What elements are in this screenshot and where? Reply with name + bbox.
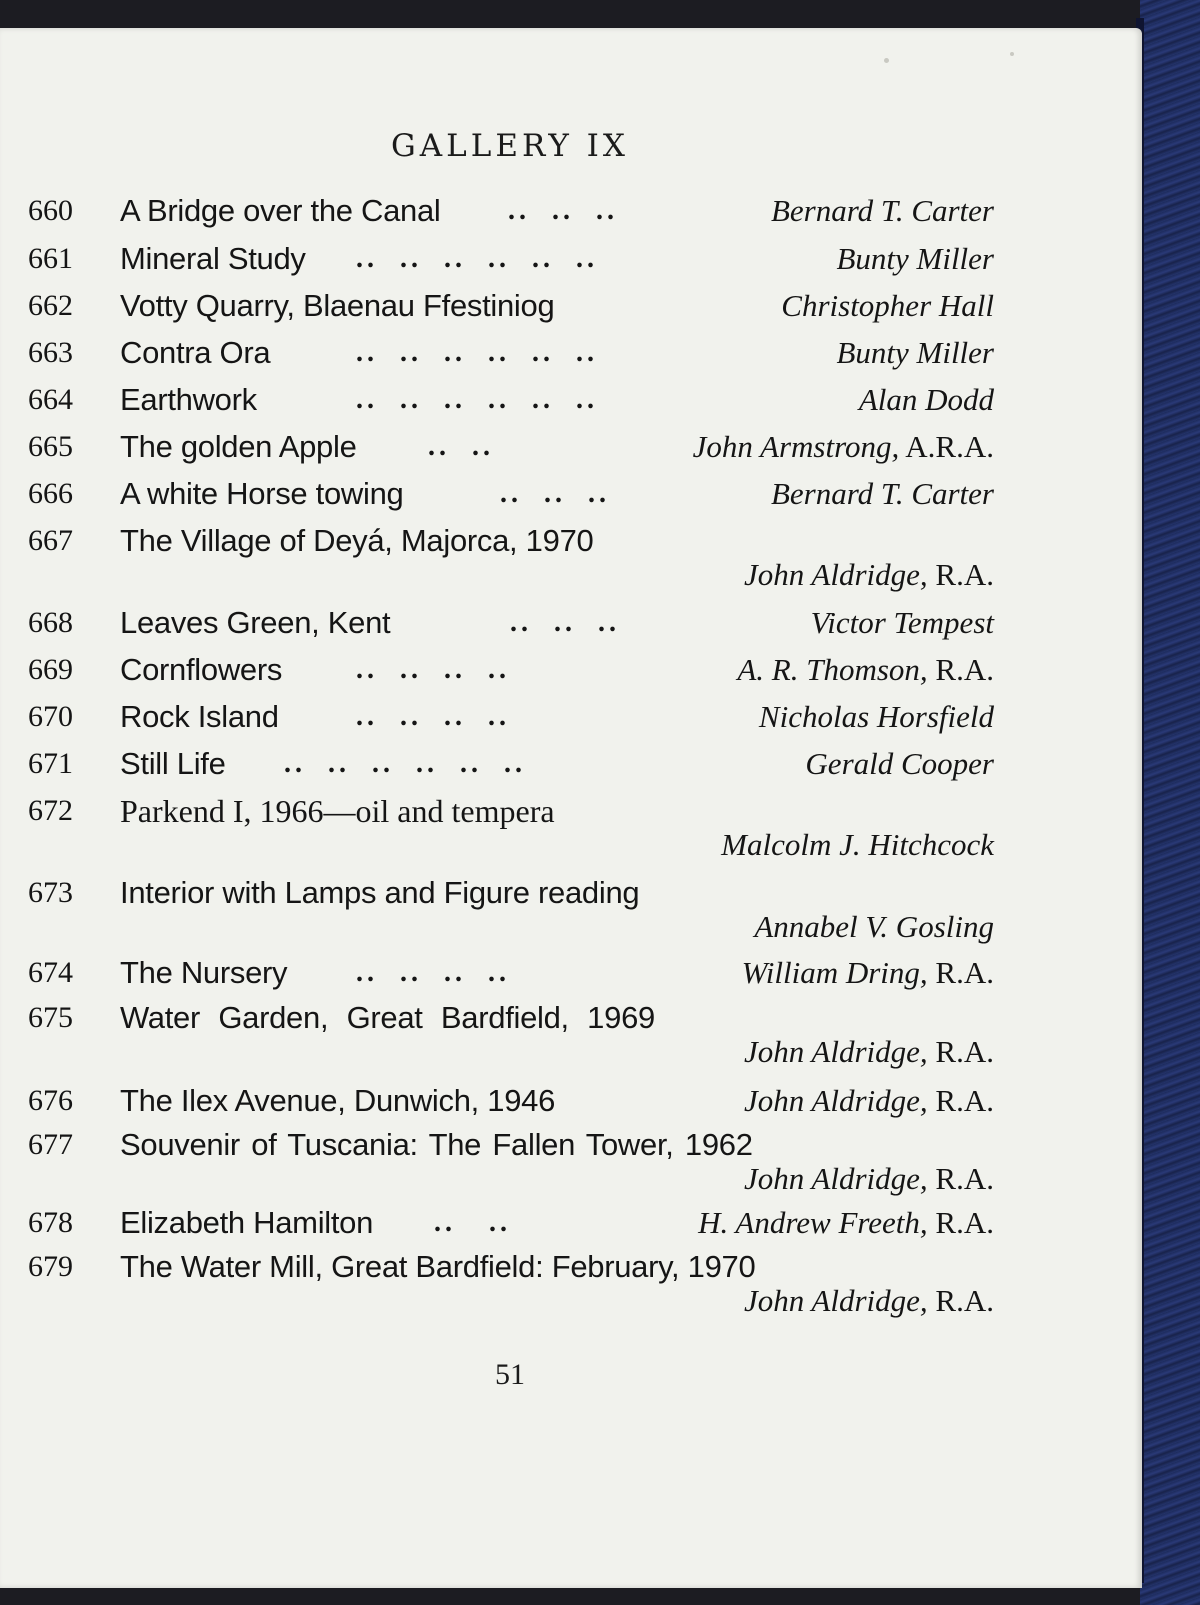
entry-title: The Ilex Avenue, Dunwich, 1946 [120, 1083, 556, 1118]
entry-artist: Christopher Hall [781, 288, 994, 323]
catalogue-entry [0, 236, 1142, 282]
book-cover-edge [1140, 0, 1200, 1605]
catalogue-entry [0, 1244, 1142, 1324]
entry-artist: John Aldridge, R.A. [743, 1283, 994, 1318]
entry-title: Parkend I, 1966—oil and tempera [120, 793, 555, 829]
leader-dots: .. .. .. .. [356, 654, 510, 685]
entry-number: 671 [28, 747, 73, 780]
catalogue-entry [0, 518, 1142, 598]
entry-title: Elizabeth Hamilton [120, 1205, 374, 1240]
entry-number: 676 [28, 1084, 73, 1117]
catalogue-entry [0, 600, 1142, 646]
entry-number: 662 [28, 289, 73, 322]
entry-title: Contra Ora [120, 335, 271, 370]
catalogue-entry [0, 188, 1142, 234]
leader-dots: .. .. .. .. .. .. [284, 748, 526, 779]
entry-artist: Gerald Cooper [805, 746, 994, 781]
catalogue-entry [0, 995, 1142, 1075]
entry-number: 663 [28, 336, 73, 369]
page-number: 51 [495, 1358, 525, 1391]
entry-number: 679 [28, 1250, 73, 1283]
entry-title: A white Horse towing [120, 476, 404, 511]
entry-number: 669 [28, 653, 73, 686]
entry-number: 666 [28, 477, 73, 510]
entry-artist: Bunty Miller [836, 335, 994, 370]
paper-speck [1010, 52, 1014, 56]
entry-number: 675 [28, 1001, 73, 1034]
entry-title: The Village of Deyá, Majorca, 1970 [120, 523, 594, 558]
entry-title: The Water Mill, Great Bardfield: February, 1970 [120, 1249, 756, 1284]
entry-title: The golden Apple [120, 429, 357, 464]
page-title: GALLERY IX [391, 128, 629, 164]
entry-artist: John Aldridge, R.A. [743, 1034, 994, 1069]
entry-artist: Alan Dodd [858, 382, 994, 417]
entry-artist: Bunty Miller [836, 241, 994, 276]
entry-title: Cornflowers [120, 652, 283, 687]
entry-artist: Victor Tempest [810, 605, 994, 640]
entry-title: Earthwork [120, 382, 257, 417]
entry-title: Souvenir of Tuscania: The Fallen Tower, 1962 [120, 1127, 753, 1162]
entry-title: The Nursery [120, 955, 288, 990]
entry-number: 674 [28, 956, 73, 989]
leader-dots: .. .. .. .. [356, 957, 510, 988]
leader-dots: .. .. .. .. .. .. [356, 384, 598, 415]
leader-dots: .. .. [428, 431, 494, 462]
entry-number: 660 [28, 194, 73, 227]
entry-artist: Nicholas Horsfield [758, 699, 994, 734]
entry-artist: Annabel V. Gosling [754, 909, 994, 944]
leader-dots: .. .. .. [508, 195, 618, 226]
entry-number: 670 [28, 700, 73, 733]
catalogue-entry [0, 377, 1142, 423]
catalogue-entry [0, 788, 1142, 868]
leader-dots: .. .. .. .. [356, 701, 510, 732]
leader-dots: .. .. [434, 1207, 511, 1238]
entry-title: Water Garden, Great Bardfield, 1969 [120, 1000, 655, 1035]
leader-dots: .. .. .. .. .. .. [356, 243, 598, 274]
entry-number: 677 [28, 1128, 73, 1161]
entry-artist: H. Andrew Freeth, R.A. [698, 1205, 994, 1240]
entry-title: Votty Quarry, Blaenau Ffestiniog [120, 288, 555, 323]
entry-title: Interior with Lamps and Figure reading [120, 875, 640, 910]
catalogue-page [0, 28, 1142, 1588]
entry-title: Leaves Green, Kent [120, 605, 391, 640]
catalogue-entry [0, 694, 1142, 740]
entry-number: 664 [28, 383, 73, 416]
entry-artist: Malcolm J. Hitchcock [721, 827, 994, 862]
entry-artist: Bernard T. Carter [770, 476, 994, 511]
entry-artist: John Aldridge, R.A. [743, 557, 994, 592]
entry-number: 672 [28, 794, 73, 827]
entry-number: 678 [28, 1206, 73, 1239]
catalogue-entry [0, 471, 1142, 517]
leader-dots: .. .. .. [510, 607, 620, 638]
entry-number: 667 [28, 524, 73, 557]
entry-title: Rock Island [120, 699, 279, 734]
entry-artist: John Armstrong, A.R.A. [692, 429, 994, 464]
entry-artist: A. R. Thomson, R.A. [737, 652, 994, 687]
entry-title: Still Life [120, 746, 226, 781]
catalogue-entry [0, 741, 1142, 787]
catalogue-entry [0, 424, 1142, 470]
catalogue-entry [0, 1078, 1142, 1124]
entry-artist: John Aldridge, R.A. [743, 1083, 994, 1118]
catalogue-entry [0, 1122, 1142, 1202]
leader-dots: .. .. .. [500, 478, 610, 509]
catalogue-entry [0, 1200, 1142, 1246]
catalogue-entry [0, 647, 1142, 693]
entry-number: 665 [28, 430, 73, 463]
entry-number: 668 [28, 606, 73, 639]
entry-title: Mineral Study [120, 241, 306, 276]
entry-number: 661 [28, 242, 73, 275]
catalogue-entry [0, 330, 1142, 376]
paper-speck [884, 58, 889, 63]
entry-artist: William Dring, R.A. [741, 955, 994, 990]
catalogue-entry [0, 950, 1142, 996]
entry-title: A Bridge over the Canal [120, 193, 441, 228]
catalogue-entry [0, 870, 1142, 950]
entry-artist: Bernard T. Carter [770, 193, 994, 228]
entry-number: 673 [28, 876, 73, 909]
entry-artist: John Aldridge, R.A. [743, 1161, 994, 1196]
leader-dots: .. .. .. .. .. .. [356, 337, 598, 368]
catalogue-entry [0, 283, 1142, 329]
